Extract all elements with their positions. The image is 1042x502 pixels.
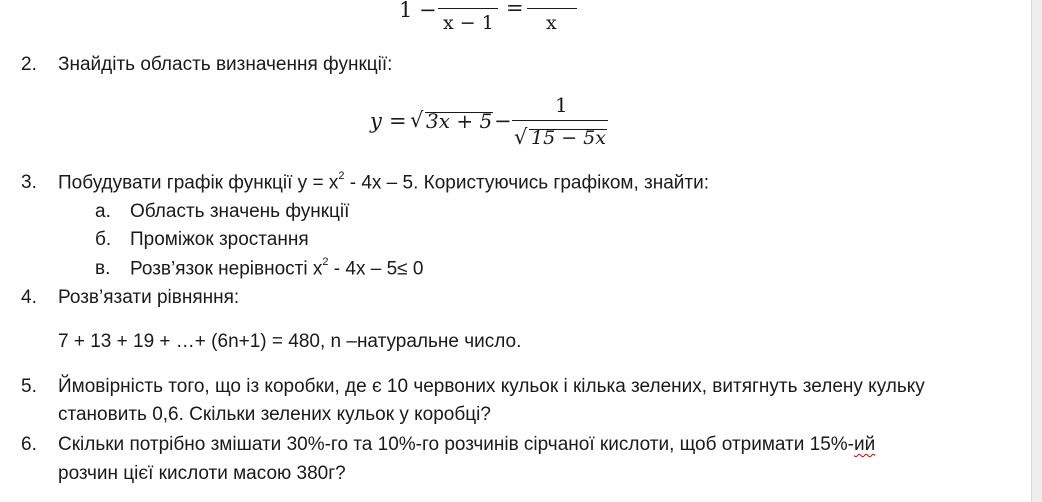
q3-item-b-text: Проміжок зростання	[130, 229, 309, 250]
top-equation-one: 1 −	[399, 0, 437, 22]
q6-number: 6.	[21, 434, 37, 455]
q2-minus: −	[494, 109, 512, 133]
top-denominator-1: x − 1	[443, 12, 494, 34]
q3-item-b-marker: б.	[95, 229, 112, 250]
q6-line-1: Скільки потрібно змішати 30%-го та 10%-го розчинів сірчаної кислоти, щоб отримати 15%-ий	[58, 434, 876, 455]
top-denominator-2: x	[546, 12, 557, 34]
q2-radicand-2: 15 − 5x	[531, 127, 606, 149]
q5-line-2: становить 0,6. Скільки зелених кульок у коробці?	[58, 404, 491, 425]
q4-equation: 7 + 13 + 19 + …+ (6n+1) = 480, n –натуральне число.	[58, 331, 522, 352]
q4-text: Розв’язати рівняння:	[58, 287, 240, 308]
q2-radicand-1: 3x + 5	[426, 109, 493, 133]
top-fraction-bar-1	[438, 8, 498, 9]
q4-number: 4.	[21, 287, 37, 308]
top-equals: =	[506, 0, 524, 20]
q2-fraction-bar	[512, 120, 608, 121]
q3-item-c-text: Розв’язок нерівності $x^2 - 4x - 5\le 0$	[130, 256, 424, 280]
q3-item-a-marker: а.	[95, 201, 111, 222]
page-edge-margin	[1031, 0, 1042, 502]
q2-sqrt-sign-2: √	[514, 125, 528, 149]
q2-numerator: 1	[555, 93, 568, 117]
q2-number: 2.	[21, 54, 37, 75]
q6-line-2: розчин цієї кислоти масою 380г?	[58, 463, 346, 484]
q5-line-1: Ймовірність того, що із коробки, де є 10 червоних кульок і кілька зелених, витягнуть зелену кульку	[58, 376, 925, 397]
q3-item-a-text: Область значень функції	[130, 201, 350, 222]
q3-number: 3.	[21, 172, 37, 193]
q3-item-c-marker: в.	[95, 258, 111, 279]
q2-equals: =	[389, 109, 407, 133]
q3-text: Побудувати графік функції $y = x^2 - 4x - 5$. Користуючись графіком, знайти:	[58, 170, 710, 194]
q5-number: 5.	[21, 376, 37, 397]
q2-sqrt-sign-1: √	[410, 108, 424, 132]
spellcheck-underline: ий	[853, 434, 876, 455]
q2-y: y	[370, 109, 382, 133]
top-fraction-bar-2	[527, 8, 577, 9]
q2-text: Знайдіть область визначення функції:	[58, 54, 393, 75]
